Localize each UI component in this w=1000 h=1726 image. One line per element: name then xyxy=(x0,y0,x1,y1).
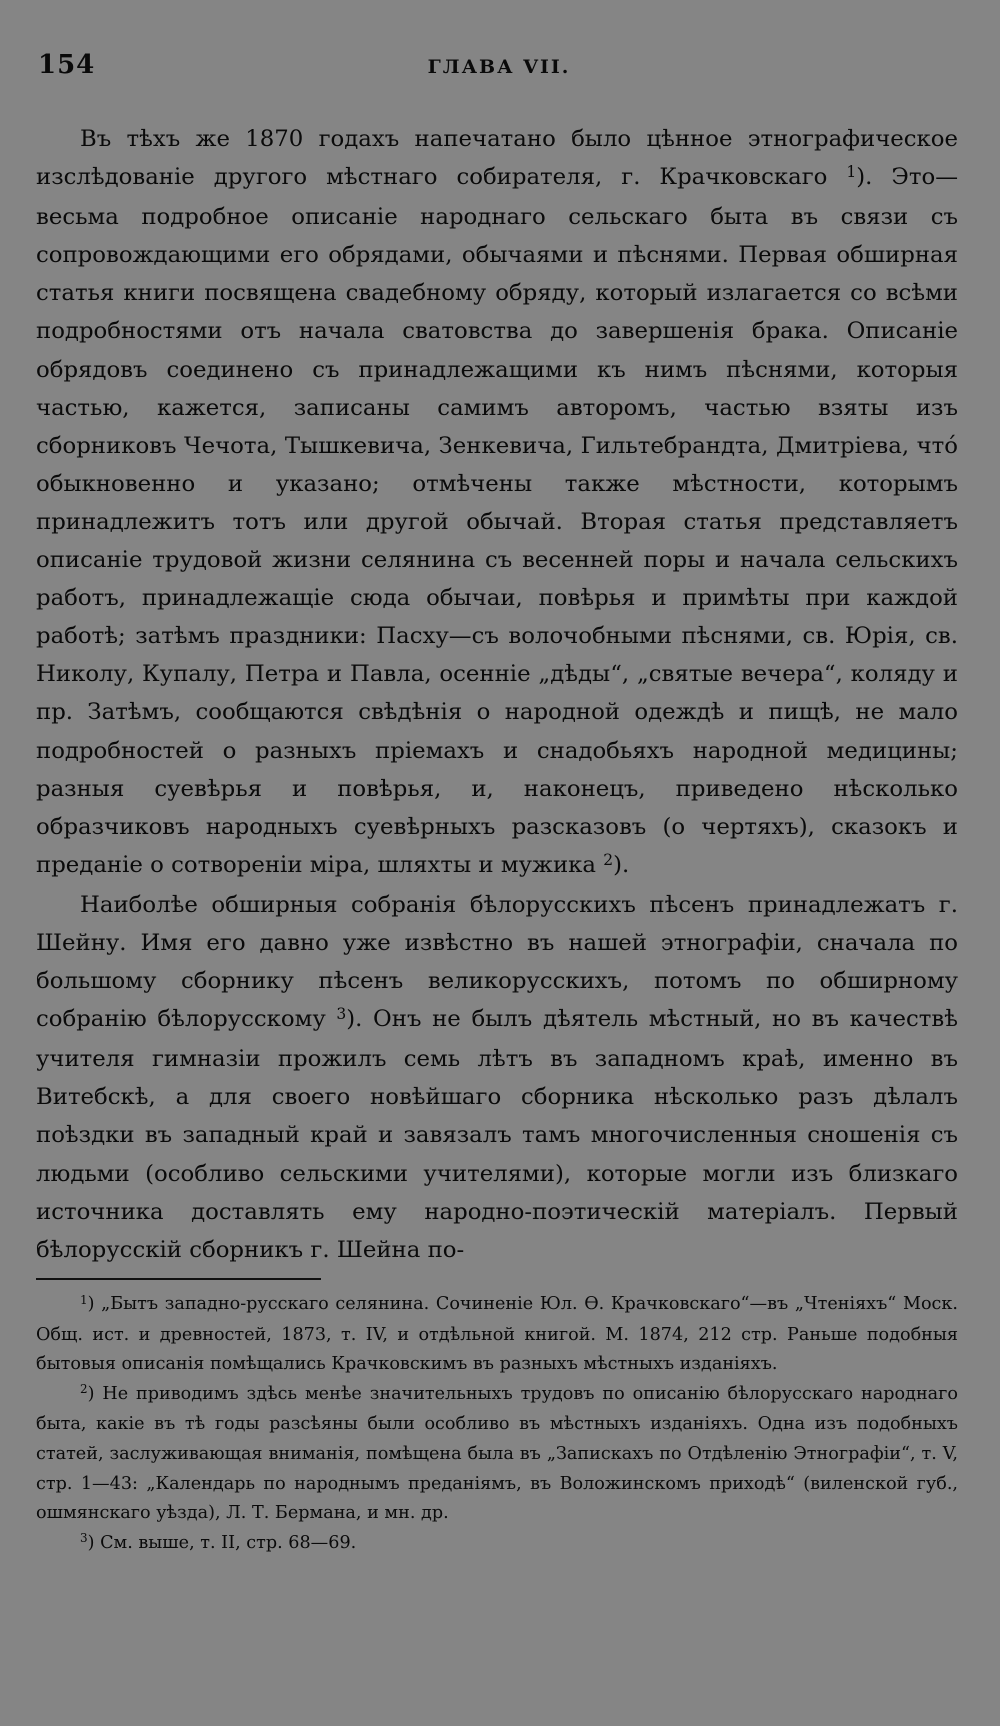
footnote-3 xyxy=(36,1529,958,1560)
page-number: 154 xyxy=(38,50,96,80)
footnote-text: ) Не приводимъ здѣсь менѣе значительныхъ трудовъ по описанію бѣлорусскаго народнаго быта, какіе въ тѣ годы разсѣяны были особливо въ мѣстныхъ изданіяхъ. Одна изъ подобныхъ статей, заслуживающая вниманія, помѣщена была въ „Запискахъ по Отдѣленію Этнографіи“, т. V, стр. 1—43: „Календарь по народнымъ преданіямъ, въ Воложинскомъ приходѣ“ (виленской губ., ошмянскаго уѣзда), Л. Т. Бермана, и мн. др. xyxy=(36,1383,958,1524)
footnote-1 xyxy=(36,1290,958,1380)
footnotes xyxy=(36,1290,958,1559)
paragraph-2: Наиболѣе обширныя собранія бѣлорусскихъ пѣсенъ принадлежатъ г. Шейну. Имя его давно уже извѣстно въ нашей этнографіи, сначала по большому сборнику пѣсенъ великорусскихъ, потомъ по обширному собранію бѣлорусскому $^3$). Онъ не былъ дѣятель мѣстный, но въ качествѣ учителя гимназіи прожилъ семь лѣтъ въ западномъ краѣ, именно въ Витебскѣ, а для своего новѣйшаго сборника нѣсколько разъ дѣлалъ поѣздки въ западный край и завязалъ тамъ многочисленныя сношенія съ людьми (особливо сельскими учителями), которые могли изъ близкаго источника доставлять ему народно-поэтическій матеріалъ. Первый бѣлорусскій сборникъ г. Шейна по- xyxy=(36,891,958,1263)
footnote-marker: 3 xyxy=(80,1531,88,1546)
footnote-text: ) См. выше, т. II, стр. 68—69. xyxy=(87,1532,357,1553)
footnote-text: ) „Бытъ западно-русскаго селянина. Сочиненіе Юл. Ѳ. Крачковскаго“—въ „Чтеніяхъ“ Моск. Общ. ист. и древностей, 1873, т. IV, и отдѣльной книгой. М. 1874, 212 стр. Раньше подобныя бытовыя описанія помѣщались Крачковскимъ въ разныхъ мѣстныхъ изданіяхъ. xyxy=(36,1294,958,1375)
paragraph-1: Въ тѣхъ же 1870 годахъ напечатано было цѣнное этнографическое изслѣдованіе другого мѣстнаго собирателя, г. Крачковскаго $^1$). Это—весьма подробное описаніе народнаго сельскаго быта въ связи съ сопровождающими его обрядами, обычаями и пѣснями. Первая обширная статья книги посвящена свадебному обряду, который излагается со всѣми подробностями отъ начала сватовства до завершенія брака. Описаніе обрядовъ соединено съ принадлежащими къ нимъ пѣснями, которыя частью, кажется, записаны самимъ авторомъ, частью взяты изъ сборниковъ Чечота, Тышкевича, Зенкевича, Гильтебрандта, Дмитріева, что́ обыкновенно и указано; отмѣчены также мѣстности, которымъ принадлежитъ тотъ или другой обычай. Вторая статья представляетъ описаніе трудовой жизни селянина съ весенней поры и начала сельскихъ работъ, принадлежащіе сюда обычаи, повѣрья и примѣты при каждой работѣ; затѣмъ праздники: Пасху—съ волочобными пѣснями, св. Юрія, св. Николу, Купалу, Петра и Павла, осенніе „дѣды“, „святые вечера“, коляду и пр. Затѣмъ, сообщаются свѣдѣнія о народной одеждѣ и пищѣ, не мало подробностей о разныхъ пріемахъ и снадобьяхъ народной медицины; разныя суевѣрья и повѣрья, и, наконецъ, приведено нѣсколько образчиковъ народныхъ суевѣрныхъ разсказовъ (о чертяхъ), сказокъ и преданіе о сотвореніи міра, шляхты и мужика $^2$). xyxy=(36,126,958,878)
footnote-reference-3: 3 xyxy=(336,1005,347,1024)
footnote-reference-1: 1 xyxy=(846,163,857,182)
footnote-divider xyxy=(36,1278,321,1280)
page-header xyxy=(38,50,960,90)
footnote-marker: 1 xyxy=(80,1292,88,1307)
footnote-reference-2: 2 xyxy=(603,850,614,869)
footnote-marker: 2 xyxy=(80,1382,88,1397)
main-text xyxy=(36,120,958,1269)
footnote-2 xyxy=(36,1380,958,1529)
chapter-title: ГЛАВА VII. xyxy=(427,56,571,78)
